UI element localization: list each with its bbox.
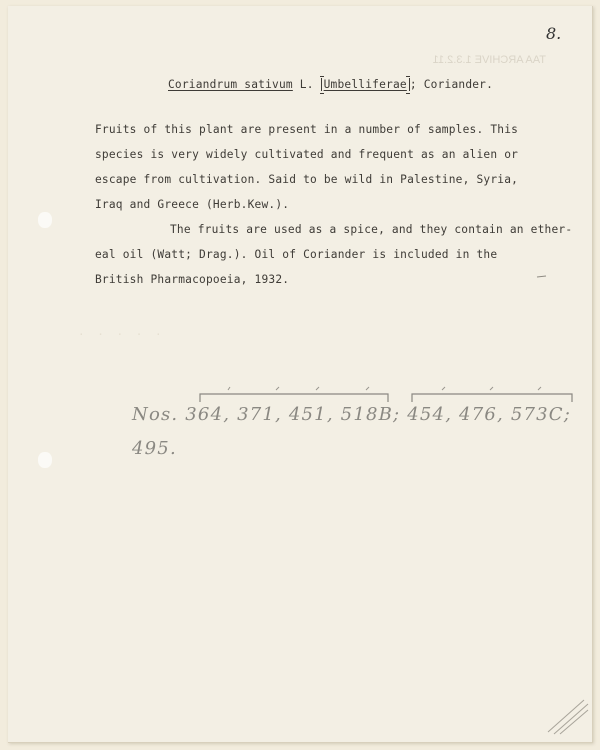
stray-mark	[536, 274, 548, 280]
species-name: Coriandrum sativum	[168, 78, 293, 91]
body-line-7: British Pharmacopoeia, 1932.	[95, 273, 290, 286]
bleedthrough-mark: · · · · ·	[78, 328, 165, 341]
archive-stamp-bleedthrough: TAA ARCHIVE 1.3.2.11	[432, 54, 546, 66]
title-separator: ;	[409, 78, 417, 91]
body-line-3: escape from cultivation. Said to be wild in Palestine, Syria,	[95, 173, 519, 186]
family-name: Umbelliferae	[323, 78, 407, 91]
punch-hole-bottom	[38, 452, 52, 468]
body-line-5: The fruits are used as a spice, and they contain an ether-	[170, 223, 573, 236]
common-name: Coriander.	[423, 78, 494, 91]
species-author: L.	[299, 78, 314, 91]
handwritten-sample-numbers-line1: Nos. 364, 371, 451, 518B; 454, 476, 573C;	[132, 404, 572, 425]
document-page	[8, 6, 593, 743]
body-line-4: Iraq and Greece (Herb.Kew.).	[95, 198, 290, 211]
handwritten-sample-numbers-line2: 495.	[132, 438, 177, 459]
body-line-2: species is very widely cultivated and frequent as an alien or	[95, 148, 519, 161]
page-number: 8.	[546, 24, 562, 43]
family-name-bracketed	[321, 78, 410, 91]
body-line-6: eal oil (Watt; Drag.). Oil of Coriander is included in the	[95, 248, 498, 261]
body-line-1: Fruits of this plant are present in a number of samples. This	[95, 123, 519, 136]
punch-hole-top	[38, 212, 52, 228]
corner-pencil-mark	[544, 696, 590, 736]
document-title	[168, 78, 493, 91]
